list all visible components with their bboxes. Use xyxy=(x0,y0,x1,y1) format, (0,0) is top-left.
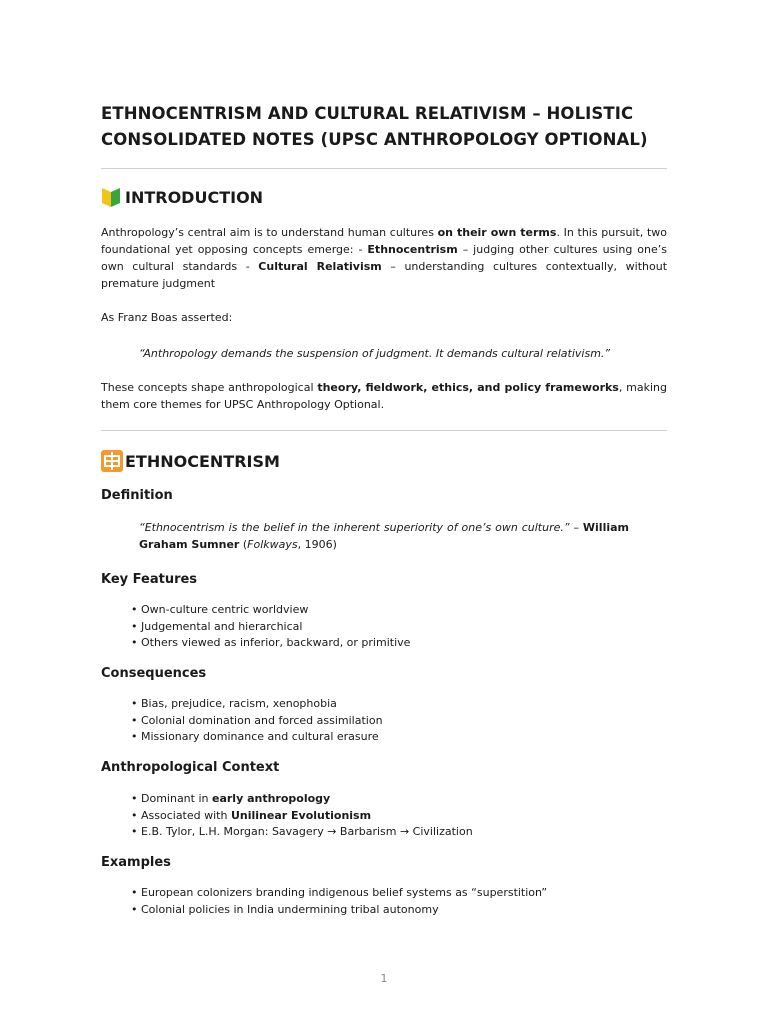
intro-paragraph: Anthropology’s central aim is to understand human cultures on their own terms. In this pursuit, two foundational yet opposing concepts emerge: - Ethnocentrism – judging other cultures using one’s own cultural standards - Cultural Relativism – understanding cultures contextually, without premature judgment xyxy=(101,226,668,290)
title-line-1: ETHNOCENTRISM AND CULTURAL RELATIVISM – HOLISTIC xyxy=(101,104,634,123)
consequences-list xyxy=(131,696,383,746)
concepts-paragraph: These concepts shape anthropological theory, fieldwork, ethics, and policy frameworks, making them core themes for UPSC Anthropology Optional. xyxy=(101,381,667,411)
list-item: • European colonizers branding indigenous belief systems as “superstition” xyxy=(131,885,547,902)
boas-lead-in: As Franz Boas asserted: xyxy=(101,311,233,324)
subheading-consequences: Consequences xyxy=(101,666,207,681)
list-item: • Others viewed as inferior, backward, or primitive xyxy=(131,635,410,652)
definition-quote: “Ethnocentrism is the belief in the inherent superiority of one’s own culture.” – William Graham Sumner (Folkways, 1906) xyxy=(139,521,629,551)
page-number: 1 xyxy=(380,972,388,985)
examples-list xyxy=(131,885,547,918)
list-item: • Bias, prejudice, racism, xenophobia xyxy=(131,696,383,713)
list-item: • Dominant in early anthropology xyxy=(131,791,473,808)
list-item: • Judgemental and hierarchical xyxy=(131,619,410,636)
list-item: • Colonial policies in India undermining tribal autonomy xyxy=(131,902,547,919)
section-heading-introduction: INTRODUCTION xyxy=(101,186,263,208)
kanji-application-icon xyxy=(101,450,121,472)
list-item: • Own-culture centric worldview xyxy=(131,602,410,619)
list-item: • E.B. Tylor, L.H. Morgan: Savagery → Barbarism → Civilization xyxy=(131,824,473,841)
key-features-list xyxy=(131,602,410,652)
document-title xyxy=(101,101,667,153)
title-line-2: CONSOLIDATED NOTES (UPSC ANTHROPOLOGY OPTIONAL) xyxy=(101,130,648,149)
subheading-key-features: Key Features xyxy=(101,572,198,587)
subheading-definition: Definition xyxy=(101,488,173,503)
list-item: • Missionary dominance and cultural erasure xyxy=(131,729,383,746)
context-list xyxy=(131,791,473,841)
divider xyxy=(101,168,667,169)
subheading-anthropological-context: Anthropological Context xyxy=(101,760,280,775)
subheading-examples: Examples xyxy=(101,855,171,870)
section-heading-ethnocentrism: ETHNOCENTRISM xyxy=(101,450,280,472)
divider xyxy=(101,430,667,431)
list-item: • Colonial domination and forced assimilation xyxy=(131,713,383,730)
beginner-mark-icon xyxy=(101,186,121,208)
boas-quote: “Anthropology demands the suspension of judgment. It demands cultural relativism.” xyxy=(139,347,611,360)
list-item: • Associated with Unilinear Evolutionism xyxy=(131,808,473,825)
